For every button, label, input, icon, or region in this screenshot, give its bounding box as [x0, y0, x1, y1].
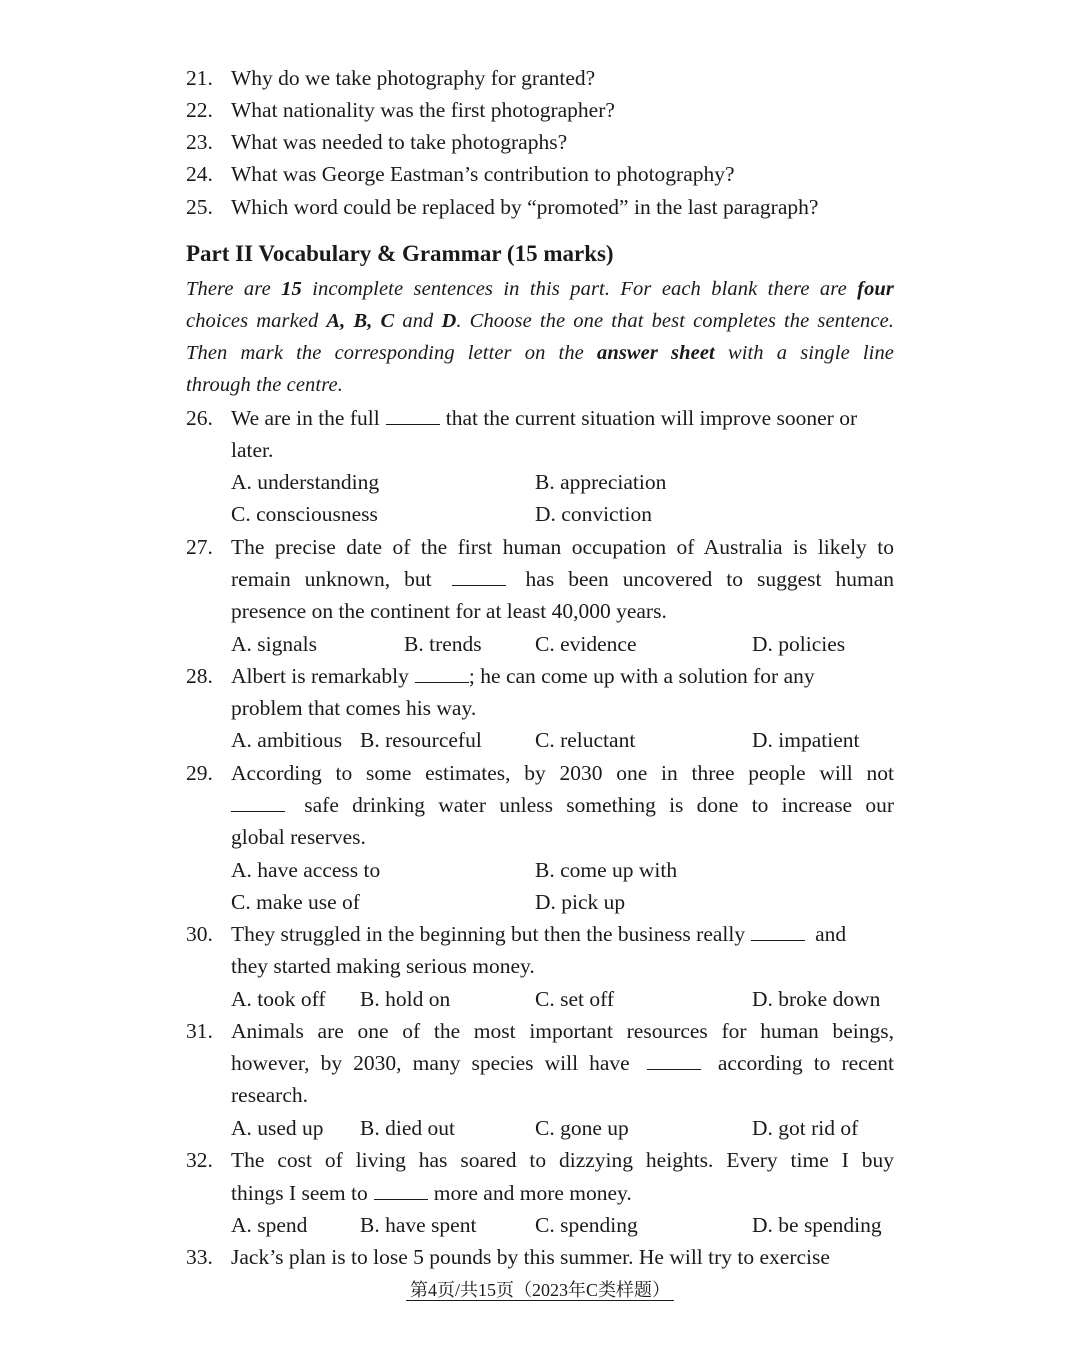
option-b: B. died out [360, 1116, 455, 1140]
question-number: 32. [186, 1148, 213, 1172]
option-c: C. spending [535, 1213, 638, 1237]
option-a: A. ambitious [231, 728, 343, 752]
question-text: Jack’s plan is to lose 5 pounds by this summer. He will try to exercise [231, 1245, 830, 1269]
option-a: A. understanding [231, 470, 380, 494]
question-text-cont: remain unknown, but has been uncovered to suggest human [231, 567, 895, 591]
option-b: B. come up with [535, 858, 678, 882]
option-c: C. consciousness [231, 502, 378, 526]
question-text-cont: things I seem to more and more money. [231, 1181, 632, 1205]
answer-blank [751, 922, 805, 941]
answer-blank [415, 664, 469, 683]
question-number: 26. [186, 406, 213, 430]
question-text: According to some estimates, by 2030 one in three people will not [231, 761, 894, 785]
option-a: A. signals [231, 632, 317, 656]
question-text-cont: safe drinking water unless something is done to increase our [231, 789, 894, 821]
question-text: The precise date of the first human occupation of Australia is likely to [231, 535, 894, 559]
option-d: D. pick up [535, 890, 626, 914]
question-number: 31. [186, 1019, 213, 1043]
question-text-cont: however, by 2030, many species will have according to recent [231, 1051, 895, 1075]
question-text: What was needed to take photographs? [231, 130, 568, 154]
option-d: D. broke down [752, 987, 881, 1011]
question-text: Albert is remarkably ; he can come up with a solution for any [231, 664, 815, 688]
option-a: A. spend [231, 1213, 308, 1237]
question-text: Animals are one of the most important resources for human beings, [231, 1019, 894, 1043]
option-b: B. trends [404, 632, 482, 656]
page-footer [0, 1278, 1080, 1302]
exam-page: 21. Why do we take photography for granted? 22. What nationality was the first photographer? 23. What was needed to take photographs? 24. What was George Eastman’s contribution to photography? 25. Which word could be replaced by “promoted” in the last paragraph? Part II Vocabulary & Grammar (15 marks) There are 15 incomplete sentences in this part. For each blank there are four choices marked A, B, C and D. Choose the one that best completes the sentence. Then mark the corresponding letter on the answer sheet with a single line through the centre. 26. We are in the full that the current situation will improve sooner or later. A. understanding B. appreciation C. consciousness D. conviction 27. The precise date of the first human occupation of Australia is likely to remain unknown, but has been uncovered to suggest human presence on the continent for at least 40,000 years. A. signals B. trends C. evidence D. policies 28. Albert is remarkably ; he can come up with a solution for any problem that comes his way. A. ambitious B. resourceful C. reluctant D. impatient 29. According to some estimates, by 2030 one in three people will not safe drinking water unless something is done to increase our global reserves. A. have access to B. come up with C. make use of D. pick up 30. They struggled in the beginning but then the business really and they started making serious money. A. took off B. hold on C. set off D. broke down 31. Animals are one of the most important resources for human beings, however, by 2030, many species will have according to recent research. A. used up B. died out C. gone up D. got rid of 32. The cost of living has soared to dizzying heights. Every time I buy things I seem to more and more money. A. spend B. have spent C. spending D. be spending 33. Jack’s plan is to lose 5 pounds by this summer. He will try to exercise 第4页/共15页（2023年C类样题） [0, 0, 1080, 1358]
option-a: A. have access to [231, 858, 381, 882]
page-number-label: 第4页/共15页（2023年C类样题） [406, 1280, 674, 1301]
question-number: 33. [186, 1245, 213, 1269]
question-number: 29. [186, 761, 213, 785]
option-c: C. gone up [535, 1116, 629, 1140]
option-b: B. resourceful [360, 728, 482, 752]
question-text-cont: research. [231, 1083, 308, 1107]
answer-blank [231, 793, 285, 812]
question-number: 25. [186, 195, 213, 219]
option-c: C. evidence [535, 632, 637, 656]
option-d: D. conviction [535, 502, 653, 526]
option-c: C. reluctant [535, 728, 636, 752]
option-b: B. have spent [360, 1213, 477, 1237]
option-d: D. be spending [752, 1213, 882, 1237]
option-b: B. appreciation [535, 470, 667, 494]
option-c: C. make use of [231, 890, 360, 914]
answer-blank [374, 1181, 428, 1200]
question-number: 27. [186, 535, 213, 559]
question-text: What was George Eastman’s contribution to photography? [231, 162, 735, 186]
option-d: D. got rid of [752, 1116, 859, 1140]
answer-blank [647, 1051, 701, 1070]
question-text: What nationality was the first photographer? [231, 98, 615, 122]
question-text: The cost of living has soared to dizzying heights. Every time I buy [231, 1148, 894, 1172]
option-a: A. used up [231, 1116, 324, 1140]
option-a: A. took off [231, 987, 326, 1011]
answer-blank [386, 406, 440, 425]
question-text-cont: they started making serious money. [231, 954, 535, 978]
question-text-cont: global reserves. [231, 825, 366, 849]
question-number: 28. [186, 664, 213, 688]
section-heading: Part II Vocabulary & Grammar (15 marks) [186, 241, 614, 266]
question-number: 21. [186, 66, 213, 90]
question-text-cont: later. [231, 438, 274, 462]
question-text: We are in the full that the current situation will improve sooner or [231, 406, 858, 430]
question-text: They struggled in the beginning but then the business really and [231, 922, 847, 946]
question-text: Why do we take photography for granted? [231, 66, 596, 90]
option-b: B. hold on [360, 987, 451, 1011]
question-text-cont: presence on the continent for at least 40,000 years. [231, 599, 667, 623]
question-number: 23. [186, 130, 213, 154]
question-number: 24. [186, 162, 213, 186]
question-number: 22. [186, 98, 213, 122]
option-c: C. set off [535, 987, 615, 1011]
question-number: 30. [186, 922, 213, 946]
option-d: D. impatient [752, 728, 860, 752]
question-text: Which word could be replaced by “promoted” in the last paragraph? [231, 195, 819, 219]
question-text-cont: problem that comes his way. [231, 696, 477, 720]
answer-blank [452, 567, 506, 586]
option-d: D. policies [752, 632, 846, 656]
